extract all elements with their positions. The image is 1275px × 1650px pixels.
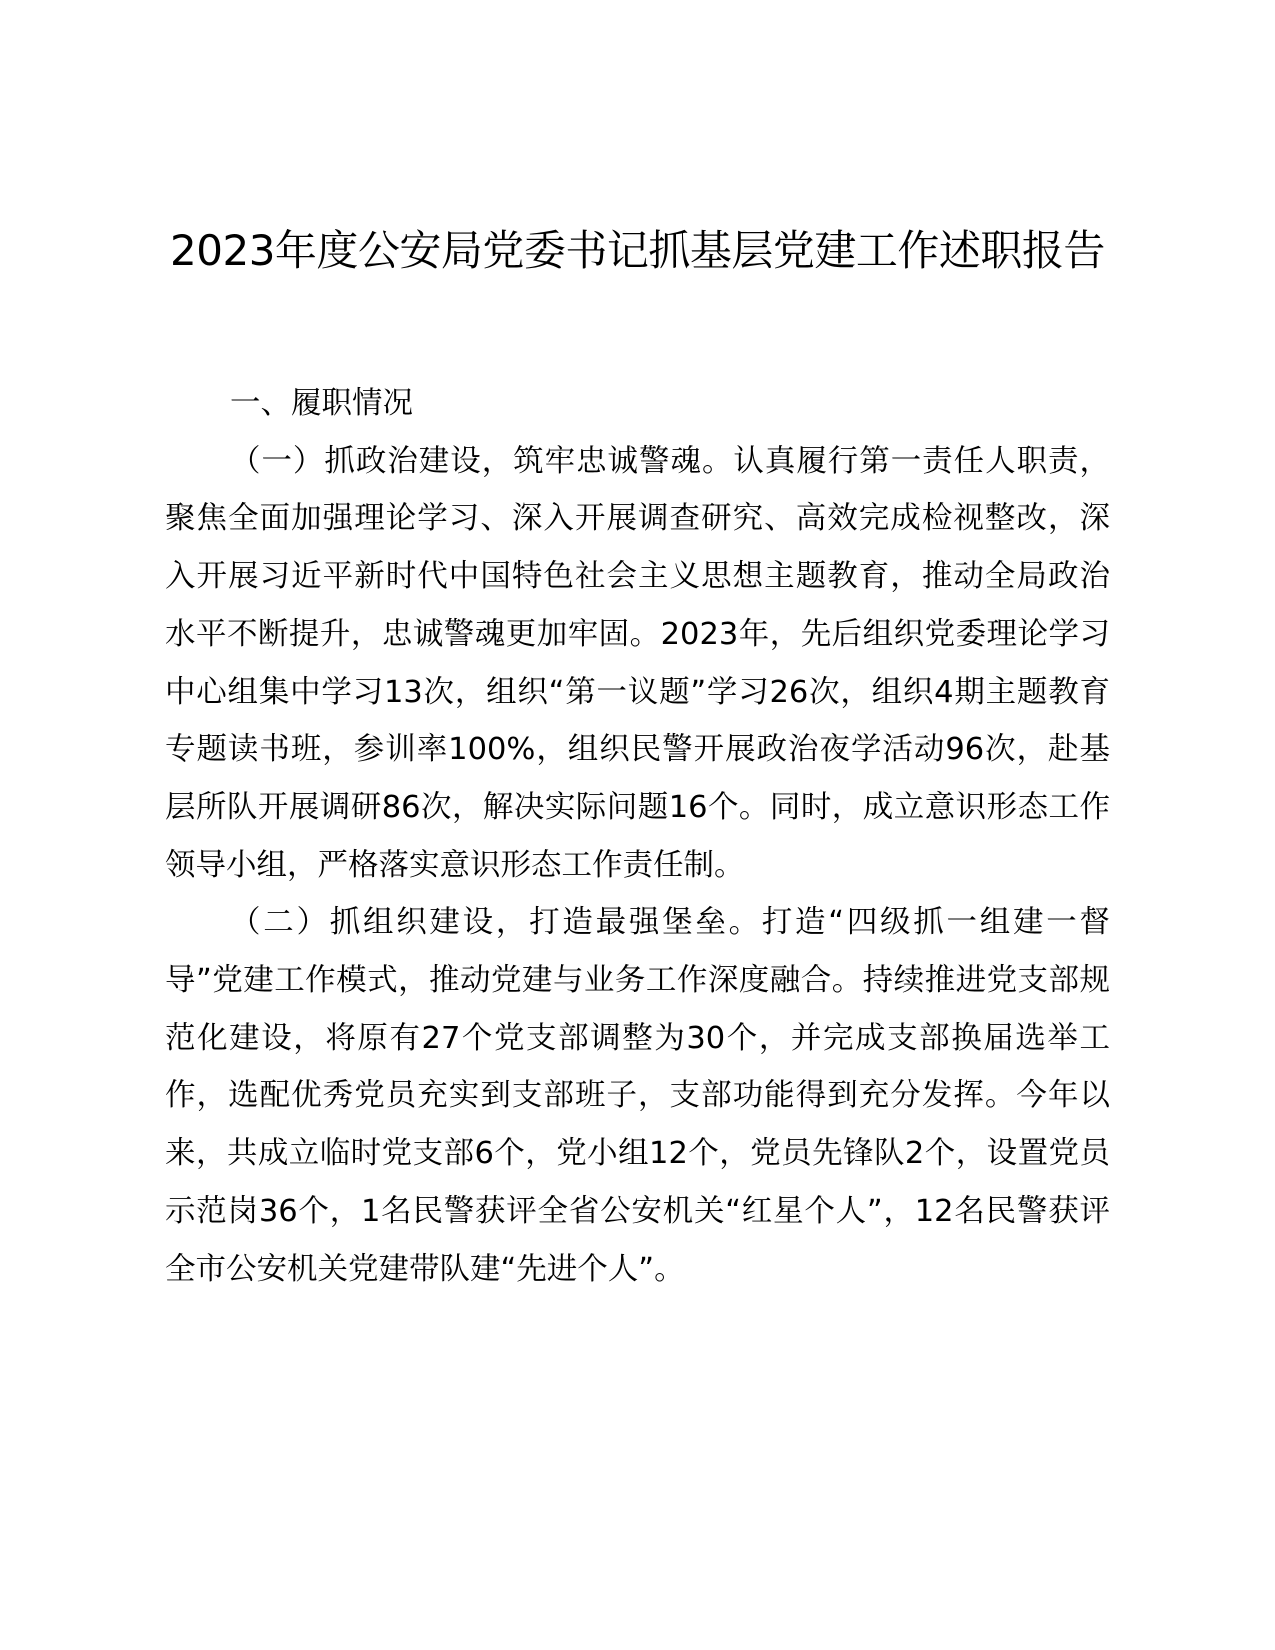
section-heading: 一、履职情况 (230, 386, 413, 421)
document-body (165, 375, 1110, 1298)
paragraph-organization-building: （二）抓组织建设，打造最强堡垒。打造“四级抓一组建一督导”党建工作模式，推动党建与业务工作深度融合。持续推进党支部规范化建设，将原有27个党支部调整为30个，并完成支部换届选举工作，选配优秀党员充实到支部班子，支部功能得到充分发挥。今年以来，共成立临时党支部6个，党小组12个，党员先锋队2个，设置党员示范岗36个，1名民警获评全省公安机关“红星个人”，12名民警获评全市公安机关党建带队建“先进个人”。 (165, 905, 1110, 1287)
paragraph-political-building: （一）抓政治建设，筑牢忠诚警魂。认真履行第一责任人职责，聚焦全面加强理论学习、深入开展调查研究、高效完成检视整改，深入开展习近平新时代中国特色社会主义思想主题教育，推动全局政治水平不断提升，忠诚警魂更加牢固。2023年，先后组织党委理论学习中心组集中学习13次，组织“第一议题”学习26次，组织4期主题教育专题读书班，参训率100%，组织民警开展政治夜学活动96次，赴基层所队开展调研86次，解决实际问题16个。同时，成立意识形态工作领导小组，严格落实意识形态工作责任制。 (165, 443, 1110, 883)
document-title: 2023年度公安局党委书记抓基层党建工作述职报告 (170, 226, 1105, 275)
